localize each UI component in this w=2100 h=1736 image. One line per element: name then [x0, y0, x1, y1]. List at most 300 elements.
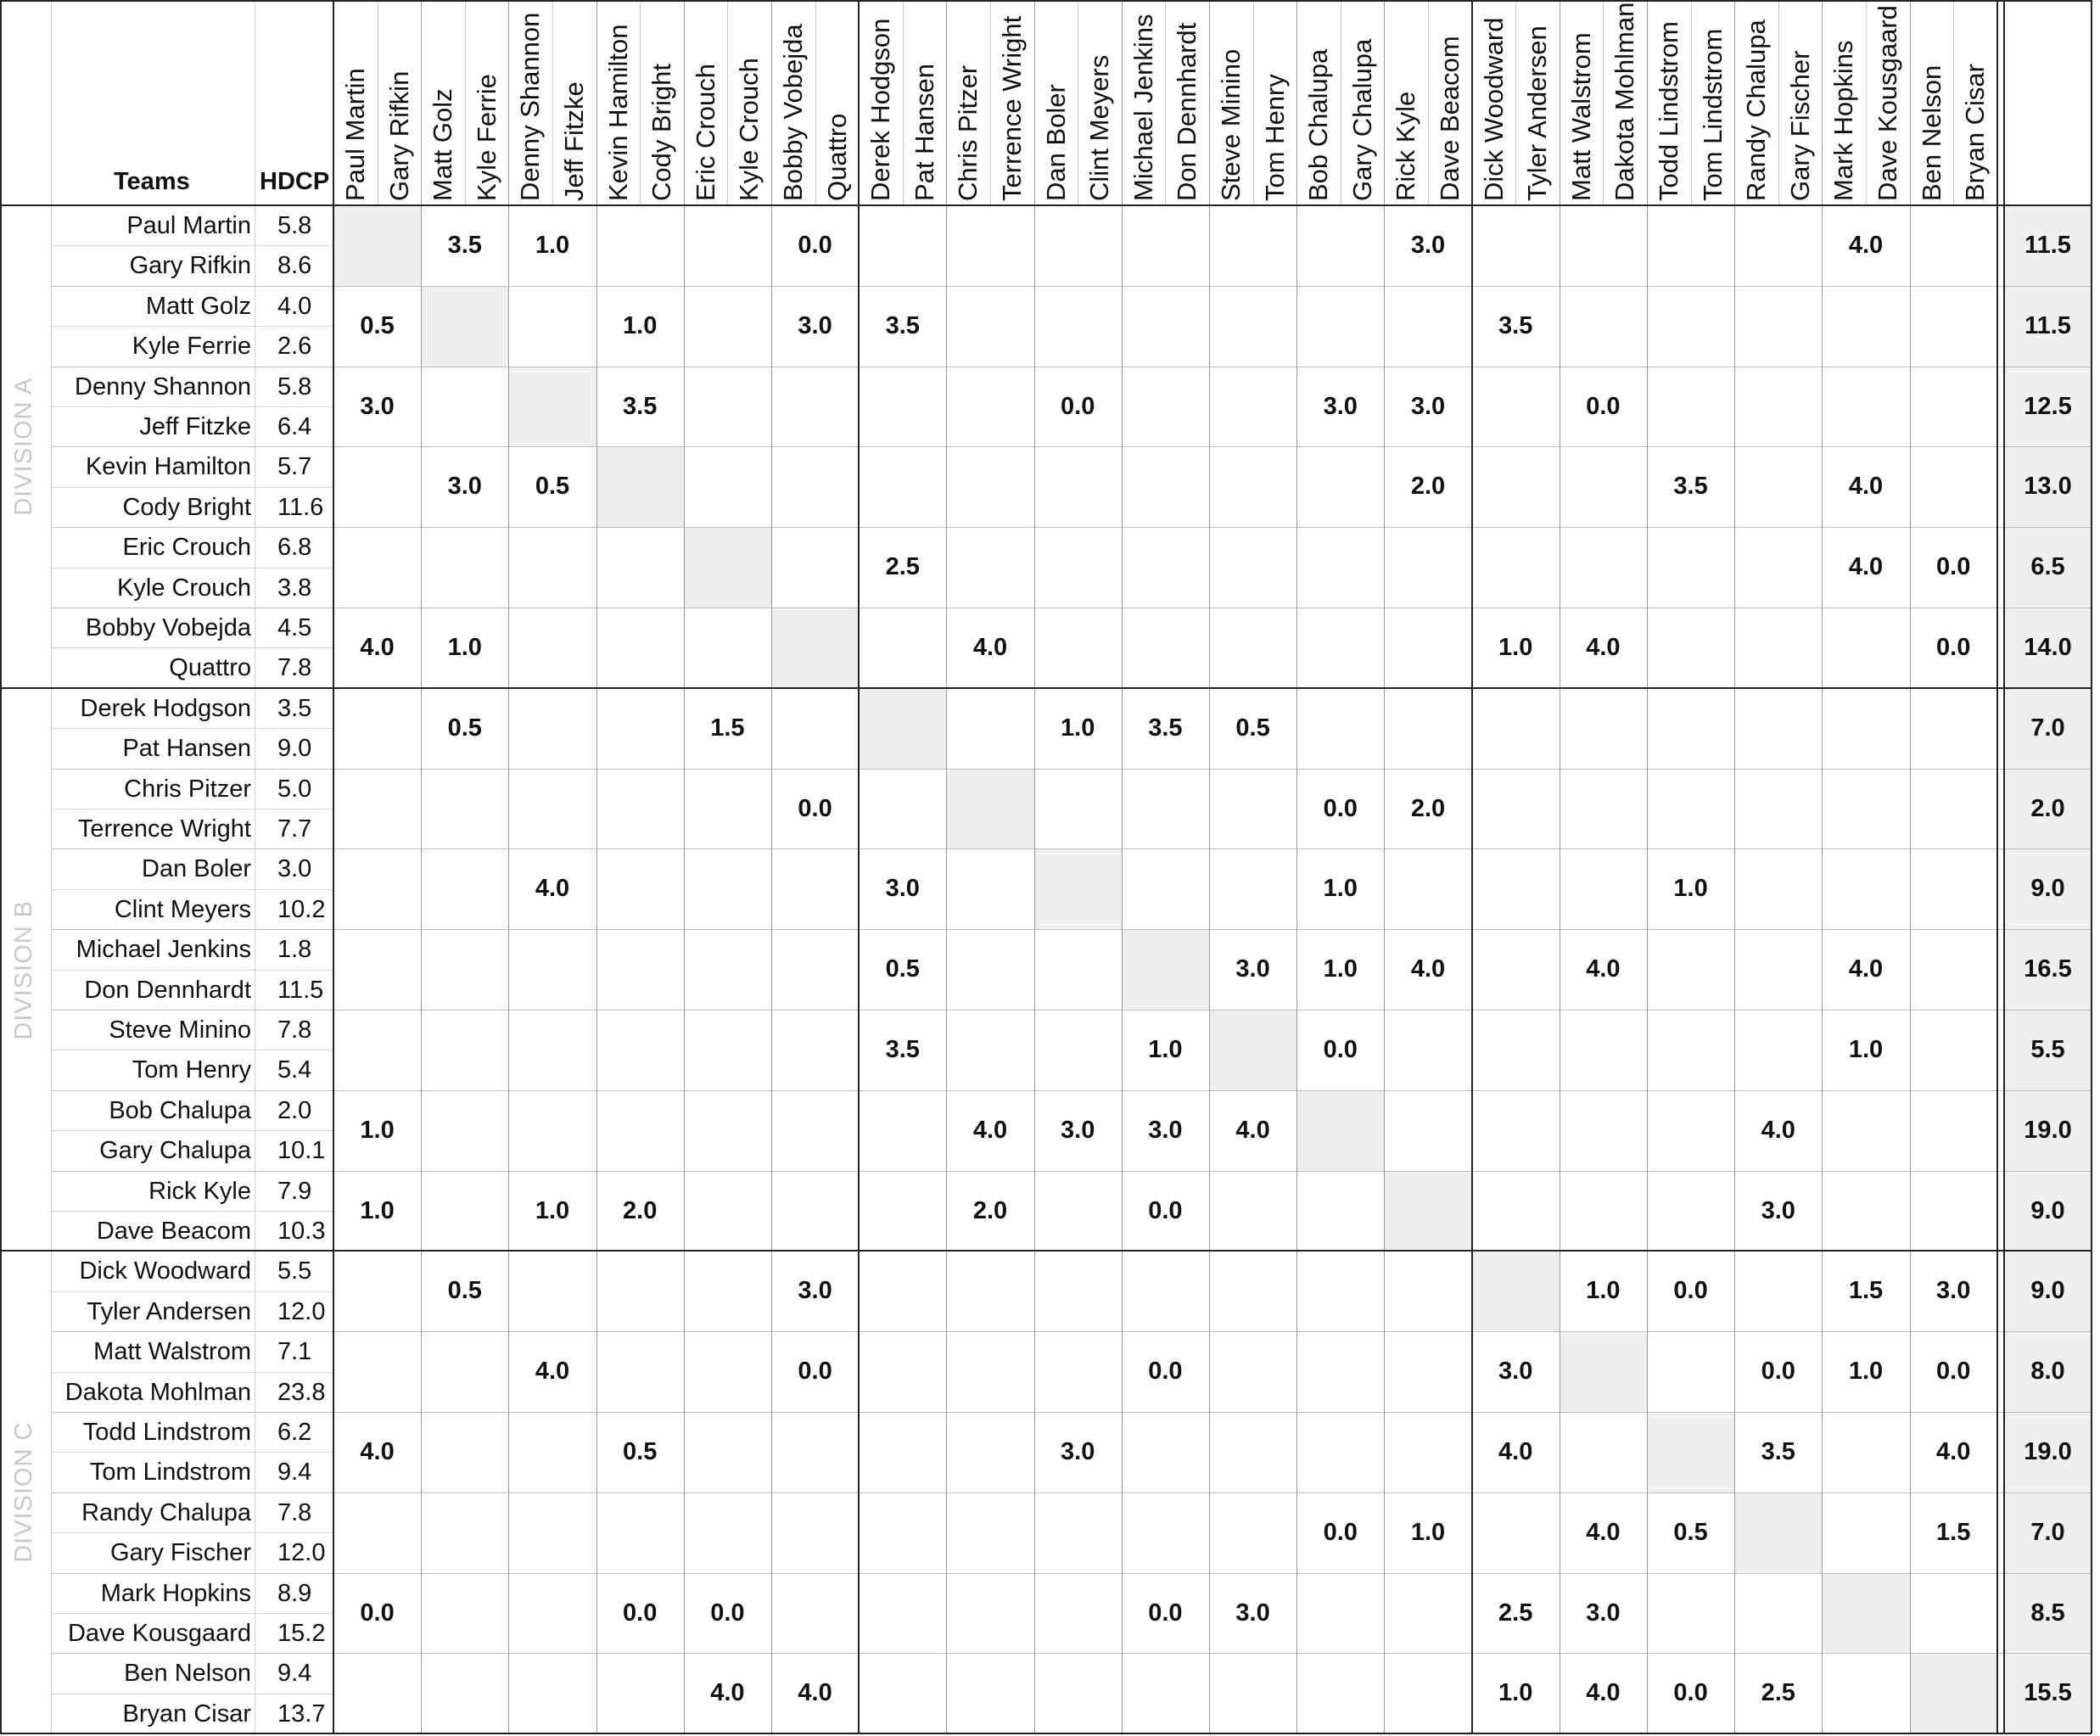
self-match-cell [1734, 1492, 1822, 1573]
team-total: 9.0 [2030, 875, 2065, 903]
match-score: 0.5 [1673, 1518, 1708, 1546]
match-score: 1.0 [360, 1196, 395, 1224]
match-score: 3.5 [1148, 714, 1183, 742]
match-score: 3.0 [798, 1277, 832, 1305]
row-player-name: Dave Kousgaard [67, 1620, 251, 1647]
row-player-name: Randy Chalupa [81, 1498, 251, 1526]
match-score: 3.0 [1761, 1196, 1795, 1224]
row-player-hdcp: 3.8 [277, 574, 312, 602]
match-score: 4.0 [1936, 1438, 1971, 1465]
row-player-name: Dakota Mohlman [64, 1378, 251, 1406]
self-match-cell [333, 205, 421, 286]
row-player-name: Dan Boler [142, 855, 251, 883]
team-total: 11.5 [2024, 311, 2071, 339]
match-score: 4.0 [360, 634, 395, 661]
row-player-name: Quattro [169, 654, 251, 682]
row-player-hdcp: 11.5 [277, 976, 324, 1004]
teams-header: Teams [114, 168, 190, 195]
self-match-cell [1034, 848, 1122, 929]
row-player-name: Paul Martin [126, 212, 251, 239]
row-line [51, 1452, 333, 1453]
row-player-name: Ben Nelson [124, 1660, 251, 1688]
row-player-hdcp: 3.0 [277, 855, 312, 883]
column-player-name: Dan Boler [1040, 84, 1071, 201]
row-player-hdcp: 2.0 [277, 1096, 312, 1124]
self-match-cell [1910, 1653, 1997, 1733]
row-player-hdcp: 7.8 [277, 1016, 312, 1044]
match-score: 2.5 [885, 553, 920, 581]
match-score: 0.0 [1936, 634, 1971, 661]
column-player-name: Rick Kyle [1391, 91, 1421, 201]
match-score: 0.0 [1323, 1036, 1358, 1063]
match-score: 4.0 [1586, 1679, 1621, 1707]
match-score: 4.0 [535, 1358, 570, 1386]
match-score: 4.0 [360, 1438, 395, 1465]
row-player-name: Mark Hopkins [100, 1579, 251, 1607]
row-player-hdcp: 12.0 [277, 1297, 326, 1325]
row-player-hdcp: 5.8 [277, 372, 312, 400]
row-line [51, 728, 333, 729]
row-player-name: Steve Minino [109, 1016, 251, 1044]
match-score: 3.0 [1410, 392, 1446, 420]
match-score: 0.0 [1673, 1679, 1708, 1707]
team-total: 19.0 [2024, 1438, 2072, 1465]
row-player-name: Gary Fischer [110, 1539, 251, 1567]
match-score: 4.0 [972, 1116, 1008, 1144]
match-score: 2.0 [623, 1196, 658, 1224]
player-col-line [640, 0, 641, 205]
team-col-line [684, 0, 685, 1733]
column-player-name: Paul Martin [340, 68, 370, 201]
column-player-name: Ben Nelson [1916, 64, 1946, 201]
match-score: 3.0 [360, 392, 395, 420]
self-match-cell [1384, 1171, 1471, 1252]
self-match-cell [1560, 1331, 1647, 1412]
column-player-name: Randy Chalupa [1741, 20, 1772, 201]
match-score: 1.0 [1848, 1036, 1884, 1063]
team-col-line [1209, 0, 1210, 1733]
match-score: 0.5 [1235, 714, 1270, 742]
column-player-name: Pat Hansen [909, 64, 939, 201]
match-score: 1.0 [360, 1116, 395, 1144]
team-row-line [51, 1010, 2092, 1011]
match-score: 1.0 [1323, 955, 1358, 983]
row-player-name: Gary Rifkin [129, 252, 251, 280]
match-score: 0.0 [1148, 1599, 1183, 1627]
row-player-hdcp: 3.5 [277, 694, 312, 722]
row-player-name: Terrence Wright [77, 815, 251, 843]
row-line [51, 1613, 333, 1614]
row-player-name: Kyle Ferrie [132, 333, 251, 361]
row-player-hdcp: 7.9 [277, 1177, 312, 1205]
match-score: 2.5 [1498, 1599, 1533, 1627]
match-score: 4.0 [972, 634, 1008, 661]
name-col-line [51, 0, 52, 1733]
row-player-name: Chris Pitzer [124, 775, 251, 803]
row-player-name: Jeff Fitzke [139, 413, 251, 440]
self-match-cell [1472, 1251, 1560, 1331]
team-total: 13.0 [2024, 473, 2072, 501]
match-score: 0.5 [535, 473, 570, 501]
row-player-name: Pat Hansen [122, 735, 251, 763]
self-match-cell [508, 367, 596, 447]
match-score: 4.0 [1498, 1438, 1533, 1465]
row-player-name: Derek Hodgson [80, 694, 251, 722]
match-score: 4.0 [1848, 553, 1884, 581]
match-score: 2.5 [1761, 1679, 1795, 1707]
row-player-hdcp: 8.9 [277, 1579, 312, 1607]
team-total: 19.0 [2024, 1116, 2072, 1144]
column-player-name: Bob Chalupa [1303, 48, 1334, 201]
team-total: 9.0 [2030, 1196, 2065, 1224]
self-match-cell [596, 446, 684, 527]
match-score: 4.0 [1410, 955, 1446, 983]
row-line [51, 1532, 333, 1533]
row-player-hdcp: 5.0 [277, 775, 312, 803]
row-player-name: Bob Chalupa [109, 1096, 251, 1124]
team-row-line [51, 929, 2092, 930]
match-score: 0.5 [447, 1277, 482, 1305]
match-score: 3.0 [1586, 1599, 1621, 1627]
row-player-name: Tyler Andersen [87, 1297, 251, 1325]
row-player-hdcp: 10.2 [277, 895, 326, 923]
match-score: 4.0 [710, 1679, 745, 1707]
team-col-line [1122, 0, 1123, 1733]
self-match-cell [771, 608, 859, 688]
column-player-name: Matt Walstrom [1565, 32, 1596, 201]
row-line [51, 406, 333, 407]
row-player-hdcp: 23.8 [277, 1378, 326, 1406]
match-score: 0.0 [360, 1599, 395, 1627]
column-player-name: Kevin Hamilton [602, 24, 633, 201]
match-score: 0.5 [885, 955, 920, 983]
match-score: 3.0 [1235, 955, 1270, 983]
column-player-name: Gary Chalupa [1347, 38, 1377, 201]
match-score: 0.0 [798, 232, 832, 259]
match-score: 0.0 [1586, 392, 1621, 420]
column-player-name: Mark Hopkins [1828, 40, 1859, 201]
match-score: 0.5 [447, 714, 482, 742]
row-player-name: Bobby Vobejda [85, 614, 251, 641]
match-score: 3.0 [1061, 1116, 1095, 1144]
match-score: 0.0 [1936, 553, 1971, 581]
row-player-hdcp: 4.5 [277, 614, 312, 641]
row-player-name: Rick Kyle [148, 1177, 251, 1205]
column-player-name: Steve Minino [1216, 48, 1246, 201]
team-total: 2.0 [2030, 794, 2065, 822]
match-score: 1.0 [623, 311, 658, 339]
row-player-hdcp: 15.2 [277, 1620, 326, 1647]
match-score: 1.5 [1936, 1518, 1971, 1546]
column-player-name: Kyle Ferrie [471, 74, 501, 201]
team-total: 16.5 [2024, 955, 2072, 983]
row-player-name: Kyle Crouch [117, 574, 251, 602]
column-player-name: Jeff Fitzke [559, 81, 589, 201]
self-match-cell [1209, 1010, 1296, 1090]
row-player-hdcp: 7.8 [277, 1498, 312, 1526]
match-score: 1.0 [1061, 714, 1095, 742]
row-player-hdcp: 5.5 [277, 1257, 312, 1285]
division-label: DIVISION A [10, 377, 37, 516]
match-score: 0.0 [1673, 1277, 1708, 1305]
column-player-name: Matt Golz [428, 88, 458, 201]
column-player-name: Clint Meyers [1084, 54, 1115, 201]
column-player-name: Quattro [821, 113, 852, 201]
match-score: 1.5 [1848, 1277, 1884, 1305]
row-line [51, 647, 333, 648]
team-total: 8.5 [2030, 1599, 2065, 1627]
row-line [51, 1130, 333, 1131]
self-match-cell [684, 527, 771, 608]
column-player-name: Derek Hodgson [865, 18, 896, 201]
row-player-hdcp: 10.3 [277, 1218, 326, 1245]
self-match-cell [1296, 1090, 1384, 1171]
row-line [51, 326, 333, 327]
column-player-name: Dick Woodward [1478, 17, 1509, 201]
match-score: 1.0 [1323, 875, 1358, 903]
player-col-line [1603, 0, 1604, 205]
column-player-name: Eric Crouch [690, 64, 720, 201]
row-player-hdcp: 12.0 [277, 1539, 326, 1567]
column-player-name: Tom Henry [1259, 74, 1290, 201]
division-label: DIVISION C [10, 1421, 37, 1563]
match-score: 0.0 [1323, 794, 1358, 822]
row-player-name: Tom Lindstrom [89, 1459, 251, 1487]
row-player-name: Dick Woodward [79, 1257, 251, 1285]
team-total: 14.0 [2024, 634, 2072, 661]
match-score: 1.0 [1673, 875, 1708, 903]
player-col-line [1953, 0, 1954, 205]
team-total: 9.0 [2030, 1277, 2065, 1305]
player-col-line [465, 0, 466, 205]
row-player-hdcp: 1.8 [277, 936, 312, 964]
match-score: 2.0 [1410, 473, 1446, 501]
row-player-hdcp: 6.4 [277, 413, 312, 440]
row-player-hdcp: 6.8 [277, 534, 312, 562]
column-player-name: Terrence Wright [997, 15, 1027, 201]
player-col-line [1691, 0, 1692, 205]
row-line [51, 1372, 333, 1373]
division-label: DIVISION B [10, 899, 37, 1039]
row-player-hdcp: 2.6 [277, 333, 312, 361]
player-col-line [727, 0, 728, 205]
self-match-cell [1822, 1573, 1909, 1654]
row-player-name: Michael Jenkins [76, 936, 251, 964]
match-score: 0.0 [1323, 1518, 1358, 1546]
team-total: 6.5 [2030, 553, 2065, 581]
row-player-name: Don Dennhardt [84, 976, 251, 1004]
player-col-line [1515, 0, 1516, 205]
row-player-name: Eric Crouch [122, 534, 251, 562]
match-score: 3.0 [798, 311, 832, 339]
hdcp-header: HDCP [260, 168, 330, 195]
match-score: 4.0 [1848, 955, 1884, 983]
row-player-hdcp: 13.7 [277, 1700, 326, 1728]
player-col-line [990, 0, 991, 205]
row-player-name: Cody Bright [122, 493, 251, 521]
column-player-name: Tom Lindstrom [1697, 28, 1728, 201]
column-player-name: Cody Bright [647, 64, 677, 201]
row-player-hdcp: 5.7 [277, 453, 312, 481]
match-score: 0.0 [1148, 1358, 1183, 1386]
match-score: 0.0 [710, 1599, 745, 1627]
row-line [51, 1291, 333, 1292]
match-score: 4.0 [1235, 1116, 1270, 1144]
match-score: 1.0 [1586, 1277, 1621, 1305]
team-total: 5.5 [2030, 1036, 2065, 1063]
column-player-name: Gary Rifkin [384, 70, 414, 201]
match-score: 1.0 [1410, 1518, 1446, 1546]
match-score: 3.0 [447, 473, 482, 501]
team-total: 7.0 [2030, 714, 2065, 742]
column-player-name: Tyler Andersen [1522, 25, 1553, 201]
row-line [51, 889, 333, 890]
column-player-name: Bobby Vobejda [778, 24, 808, 201]
match-score: 3.0 [885, 875, 920, 903]
column-player-name: Gary Fischer [1784, 50, 1815, 201]
self-match-cell [1122, 929, 1209, 1010]
row-player-name: Dave Beacom [96, 1218, 251, 1245]
match-score: 1.0 [1148, 1036, 1183, 1063]
self-match-cell [421, 286, 508, 367]
player-col-line [552, 0, 553, 205]
row-player-name: Todd Lindstrom [82, 1419, 251, 1446]
row-player-hdcp: 9.0 [277, 735, 312, 763]
match-score: 4.0 [1586, 955, 1621, 983]
team-row-line [51, 1492, 2092, 1493]
top-border [0, 0, 2092, 2]
match-score: 0.0 [1148, 1196, 1183, 1224]
match-score: 1.0 [1498, 1679, 1533, 1707]
left-border [0, 0, 2, 1733]
row-player-name: Bryan Cisar [122, 1700, 251, 1728]
match-score: 1.0 [535, 1196, 570, 1224]
row-line [51, 1211, 333, 1212]
row-player-hdcp: 6.2 [277, 1419, 312, 1446]
match-score: 4.0 [1586, 1518, 1621, 1546]
match-score: 0.5 [623, 1438, 658, 1465]
self-match-cell [859, 688, 946, 769]
match-score: 3.0 [1410, 232, 1446, 259]
team-row-line [51, 848, 2092, 849]
team-row-line [51, 769, 2092, 770]
column-player-name: Todd Lindstrom [1654, 21, 1683, 201]
team-total: 11.5 [2024, 232, 2071, 259]
row-player-name: Matt Golz [145, 292, 251, 320]
match-score: 3.0 [1323, 392, 1358, 420]
team-total: 7.0 [2030, 1518, 2065, 1546]
row-line [51, 245, 333, 246]
player-col-line [1253, 0, 1254, 205]
row-player-hdcp: 5.4 [277, 1056, 312, 1084]
column-player-name: Bryan Cisar [1960, 64, 1991, 201]
team-total: 12.5 [2024, 392, 2072, 420]
row-player-hdcp: 7.7 [277, 815, 312, 843]
team-total: 8.0 [2030, 1358, 2065, 1386]
column-player-name: Denny Shannon [515, 12, 546, 201]
match-score: 1.0 [1498, 634, 1533, 661]
row-player-name: Matt Walstrom [93, 1338, 251, 1366]
row-player-name: Denny Shannon [75, 372, 251, 400]
division-row-line [0, 204, 2092, 206]
match-score: 0.0 [1061, 392, 1095, 420]
match-score: 0.0 [798, 1358, 832, 1386]
column-player-name: Don Dennhardt [1172, 22, 1202, 201]
column-player-name: Kyle Crouch [734, 58, 764, 201]
player-col-line [903, 0, 904, 205]
row-player-hdcp: 5.8 [277, 212, 312, 239]
team-total: 15.5 [2024, 1679, 2072, 1707]
column-player-name: Michael Jenkins [1128, 14, 1158, 201]
match-score: 0.0 [1936, 1358, 1971, 1386]
match-score: 1.0 [447, 634, 482, 661]
row-player-hdcp: 11.6 [277, 493, 324, 521]
row-player-hdcp: 9.4 [277, 1660, 312, 1688]
match-score: 4.0 [1848, 473, 1884, 501]
match-score: 4.0 [798, 1679, 832, 1707]
match-score: 3.5 [1761, 1438, 1795, 1465]
match-score: 4.0 [535, 875, 570, 903]
player-col-line [1778, 0, 1779, 205]
player-col-line [815, 0, 816, 205]
match-score: 3.5 [623, 392, 658, 420]
player-col-line [1428, 0, 1429, 205]
match-score: 3.0 [1061, 1438, 1095, 1465]
match-score: 3.0 [1936, 1277, 1971, 1305]
self-match-cell [1647, 1412, 1734, 1492]
match-score: 0.5 [360, 311, 395, 339]
match-score: 3.5 [885, 311, 920, 339]
match-score: 4.0 [1586, 634, 1621, 661]
column-player-name: Dakota Mohlman [1610, 2, 1640, 201]
row-player-name: Gary Chalupa [99, 1137, 251, 1165]
match-score: 1.0 [535, 232, 570, 259]
match-score: 4.0 [1761, 1116, 1795, 1144]
match-score: 3.0 [1148, 1116, 1183, 1144]
row-player-hdcp: 7.1 [277, 1338, 312, 1366]
row-player-name: Kevin Hamilton [85, 453, 251, 481]
row-line [51, 487, 333, 488]
row-player-name: Clint Meyers [114, 895, 251, 923]
match-score: 4.0 [1848, 232, 1884, 259]
self-match-cell [946, 769, 1033, 849]
column-player-name: Dave Beacom [1435, 36, 1464, 201]
match-score: 0.0 [1761, 1358, 1795, 1386]
player-col-line [1165, 0, 1166, 205]
match-score: 0.0 [623, 1599, 658, 1627]
match-score: 3.5 [1498, 311, 1533, 339]
row-line [51, 970, 333, 971]
column-player-name: Dave Kousgaard [1873, 5, 1902, 201]
row-player-hdcp: 4.0 [277, 292, 312, 320]
match-score: 3.0 [1235, 1599, 1270, 1627]
row-player-hdcp: 8.6 [277, 252, 312, 280]
team-row-line [51, 527, 2092, 528]
match-score: 1.0 [1848, 1358, 1884, 1386]
match-score: 3.5 [885, 1036, 920, 1063]
column-player-name: Chris Pitzer [953, 64, 983, 201]
match-score: 2.0 [972, 1196, 1008, 1224]
match-score: 1.5 [710, 714, 745, 742]
row-player-hdcp: 7.8 [277, 654, 312, 682]
match-score: 3.0 [1498, 1358, 1533, 1386]
match-score: 2.0 [1410, 794, 1446, 822]
row-player-hdcp: 9.4 [277, 1459, 312, 1487]
match-score: 3.5 [447, 232, 482, 259]
match-score: 3.5 [1673, 473, 1708, 501]
row-player-name: Tom Henry [132, 1056, 251, 1084]
match-score: 0.0 [798, 794, 832, 822]
